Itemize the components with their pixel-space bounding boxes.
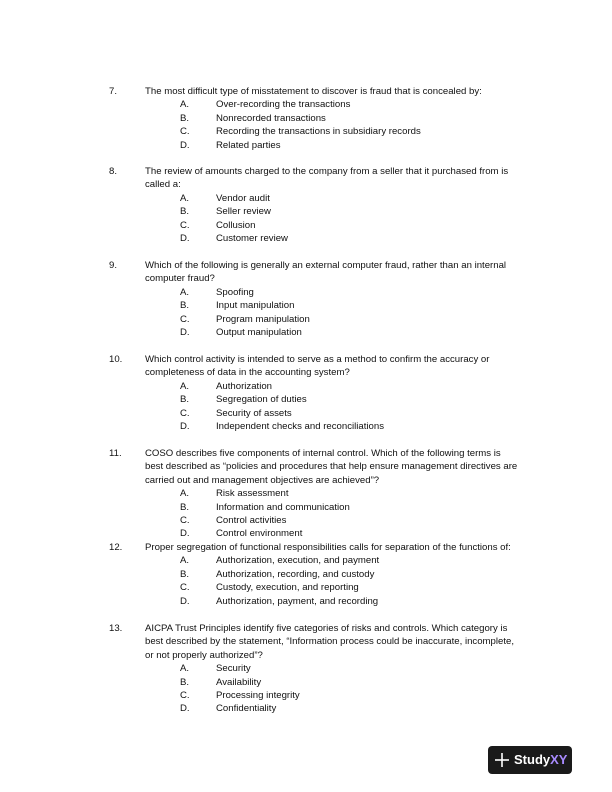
question-8 — [0, 165, 612, 245]
question-number: 7. — [109, 86, 118, 97]
option-letter: B. — [180, 568, 190, 580]
option-text: Over-recording the transactions — [216, 99, 351, 111]
brand-main: Study — [514, 752, 551, 767]
question-number: 8. — [109, 166, 118, 177]
question-10 — [0, 353, 612, 433]
option-letter: C. — [180, 219, 190, 231]
option-text: Confidentiality — [216, 703, 277, 715]
question-12 — [0, 541, 612, 608]
option-text: Independent checks and reconciliations — [216, 420, 385, 432]
question-number: 9. — [109, 260, 118, 271]
option-text: Security — [216, 663, 251, 675]
question-7 — [0, 85, 612, 152]
option-text: Nonrecorded transactions — [216, 112, 326, 124]
option-letter: A. — [180, 99, 190, 111]
question-text: Which of the following is generally an external computer fraud, rather than an internal — [145, 260, 507, 271]
option-text: Seller review — [216, 206, 271, 218]
option-letter: D. — [180, 595, 190, 607]
question-number: 13. — [109, 623, 123, 634]
option-text: Processing integrity — [216, 689, 300, 701]
question-text: best described as “policies and procedures that help ensure management directives are — [145, 461, 518, 473]
option-text: Vendor audit — [216, 192, 270, 204]
option-text: Control activities — [216, 514, 287, 526]
option-letter: D. — [180, 420, 190, 432]
option-letter: A. — [180, 286, 190, 298]
question-9 — [0, 259, 612, 339]
option-letter: D. — [180, 528, 190, 540]
question-number: 12. — [109, 542, 123, 553]
option-text: Authorization, recording, and custody — [216, 568, 375, 580]
question-13 — [0, 622, 612, 716]
option-text: Customer review — [216, 232, 288, 244]
option-letter: A. — [180, 663, 190, 675]
option-letter: B. — [180, 300, 190, 312]
question-text: computer fraud? — [145, 273, 215, 285]
option-letter: C. — [180, 689, 190, 701]
option-text: Input manipulation — [216, 300, 295, 312]
option-letter: D. — [180, 326, 190, 338]
brand-accent: XY — [550, 752, 568, 767]
question-text: or not properly authorized”? — [145, 649, 263, 661]
option-letter: A. — [180, 488, 190, 500]
studyxy-badge[interactable] — [488, 746, 572, 774]
option-text: Recording the transactions in subsidiary records — [216, 126, 421, 138]
option-letter: B. — [180, 112, 190, 124]
option-text: Risk assessment — [216, 488, 289, 500]
option-text: Security of assets — [216, 407, 292, 419]
option-letter: D. — [180, 703, 190, 715]
option-letter: A. — [180, 555, 190, 567]
option-letter: C. — [180, 407, 190, 419]
option-letter: B. — [180, 676, 190, 688]
option-letter: B. — [180, 501, 190, 513]
question-number: 10. — [109, 354, 123, 365]
option-letter: D. — [180, 232, 190, 244]
option-text: Spoofing — [216, 286, 254, 298]
question-text: AICPA Trust Principles identify five categories of risks and controls. Which category is — [145, 623, 508, 634]
question-text: called a: — [145, 179, 181, 191]
option-text: Authorization — [216, 380, 272, 392]
option-text: Availability — [216, 676, 262, 688]
option-text: Related parties — [216, 139, 281, 151]
option-letter: D. — [180, 139, 190, 151]
option-text: Information and communication — [216, 501, 350, 513]
option-letter: B. — [180, 394, 190, 406]
option-text: Collusion — [216, 219, 256, 231]
option-text: Authorization, execution, and payment — [216, 555, 380, 567]
question-text: The most difficult type of misstatement to discover is fraud that is concealed by: — [145, 86, 482, 97]
option-letter: C. — [180, 514, 190, 526]
question-text: best described by the statement, “Information process could be inaccurate, incomplete, — [145, 636, 515, 648]
option-letter: C. — [180, 582, 190, 594]
option-text: Output manipulation — [216, 326, 302, 338]
option-letter: B. — [180, 206, 190, 218]
option-text: Custody, execution, and reporting — [216, 582, 359, 594]
question-11 — [0, 447, 612, 541]
option-text: Segregation of duties — [216, 394, 307, 406]
question-text: COSO describes five components of internal control. Which of the following terms is — [145, 448, 501, 459]
question-number: 11. — [109, 448, 122, 459]
question-text: carried out and management objectives are achieved”? — [145, 474, 380, 486]
plus-icon — [494, 752, 510, 768]
brand-logo-text — [514, 751, 567, 769]
option-letter: C. — [180, 313, 190, 325]
question-text: completeness of data in the accounting system? — [145, 367, 350, 379]
question-text: The review of amounts charged to the company from a seller that it purchased from is — [145, 166, 509, 177]
option-letter: C. — [180, 126, 190, 138]
option-text: Program manipulation — [216, 313, 310, 325]
option-text: Authorization, payment, and recording — [216, 595, 379, 607]
option-letter: A. — [180, 192, 190, 204]
question-text: Which control activity is intended to serve as a method to confirm the accuracy or — [145, 354, 490, 365]
question-text: Proper segregation of functional responsibilities calls for separation of the functions of: — [145, 542, 511, 553]
option-letter: A. — [180, 380, 190, 392]
option-text: Control environment — [216, 528, 303, 540]
